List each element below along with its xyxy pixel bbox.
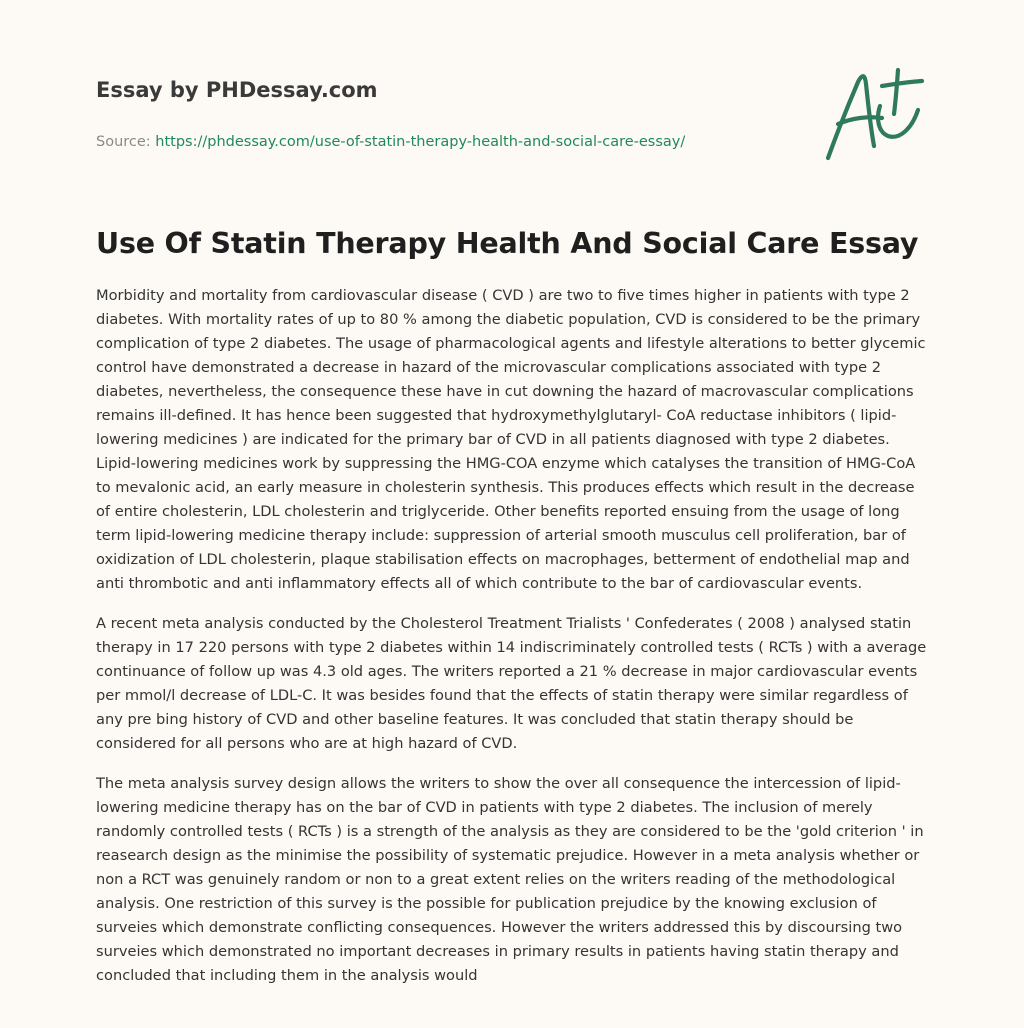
page-header	[96, 76, 796, 152]
essay-paragraph: Morbidity and mortality from cardiovascular disease ( CVD ) are two to five times higher in patients with type 2 diabetes. With mortality rates of up to 80 % among the diabetic population, CVD is considered to be the primary complication of type 2 diabetes. The usage of pharmacological agents and lifestyle alterations to better glycemic control have demonstrated a decrease in hazard of the microvascular complications associated with type 2 diabetes, nevertheless, the consequence these have in cut downing the hazard of macrovascular complications remains ill-defined. It has hence been suggested that hydroxymethylglutaryl- CoA reductase inhibitors ( lipid-lowering medicines ) are indicated for the primary bar of CVD in all patients diagnosed with type 2 diabetes. Lipid-lowering medicines work by suppressing the HMG-COA enzyme which catalyses the transition of HMG-CoA to mevalonic acid, an early measure in cholesterin synthesis. This produces effects which result in the decrease of entire cholesterin, LDL cholesterin and triglyceride. Other benefits reported ensuing from the usage of long term lipid-lowering medicine therapy include: suppression of arterial smooth musculus cell proliferation, bar of oxidization of LDL cholesterin, plaque stabilisation effects on macrophages, betterment of endothelial map and anti thrombotic and anti inflammatory effects all of which contribute to the bar of cardiovascular events.	[96, 287, 926, 592]
essay-body	[96, 284, 932, 1004]
site-brand: Essay by PHDessay.com	[96, 78, 378, 102]
a-plus-logo	[818, 66, 930, 166]
essay-title: Use Of Statin Therapy Health And Social Care Essay	[96, 227, 919, 260]
essay-paragraph: A recent meta analysis conducted by the Cholesterol Treatment Trialists ' Confederates ( 2008 ) analysed statin therapy in 17 220 persons with type 2 diabetes within 14 indiscriminately controlled tests ( RCTs ) with a average continuance of follow up was 4.3 old ages. The writers reported a 21 % decrease in major cardiovascular events per mmol/l decrease of LDL-C. It was besides found that the effects of statin therapy were similar regardless of any pre bing history of CVD and other baseline features. It was concluded that statin therapy should be considered for all persons who are at high hazard of CVD.	[96, 615, 927, 752]
source-label: Source:	[96, 134, 151, 150]
essay-paragraph: The meta analysis survey design allows the writers to show the over all consequence the intercession of lipid-lowering medicine therapy has on the bar of CVD in patients with type 2 diabetes. The inclusion of merely randomly controlled tests ( RCTs ) is a strength of the analysis as they are considered to be the 'gold criterion ' in reasearch design as the minimise the possibility of systematic prejudice. However in a meta analysis whether or non a RCT was genuinely random or non to a great extent relies on the writers reading of the methodological analysis. One restriction of this survey is the possible for publication prejudice by the knowing exclusion of surveies which demonstrate conflicting consequences. However the writers addressed this by discoursing two surveies which demonstrated no important decreases in primary results in patients having statin therapy and concluded that including them in the analysis would	[96, 775, 924, 984]
a-plus-logo-icon	[818, 66, 930, 166]
source-link[interactable]: https://phdessay.com/use-of-statin-therapy-health-and-social-care-essay/	[155, 134, 686, 150]
source-line	[96, 132, 796, 152]
